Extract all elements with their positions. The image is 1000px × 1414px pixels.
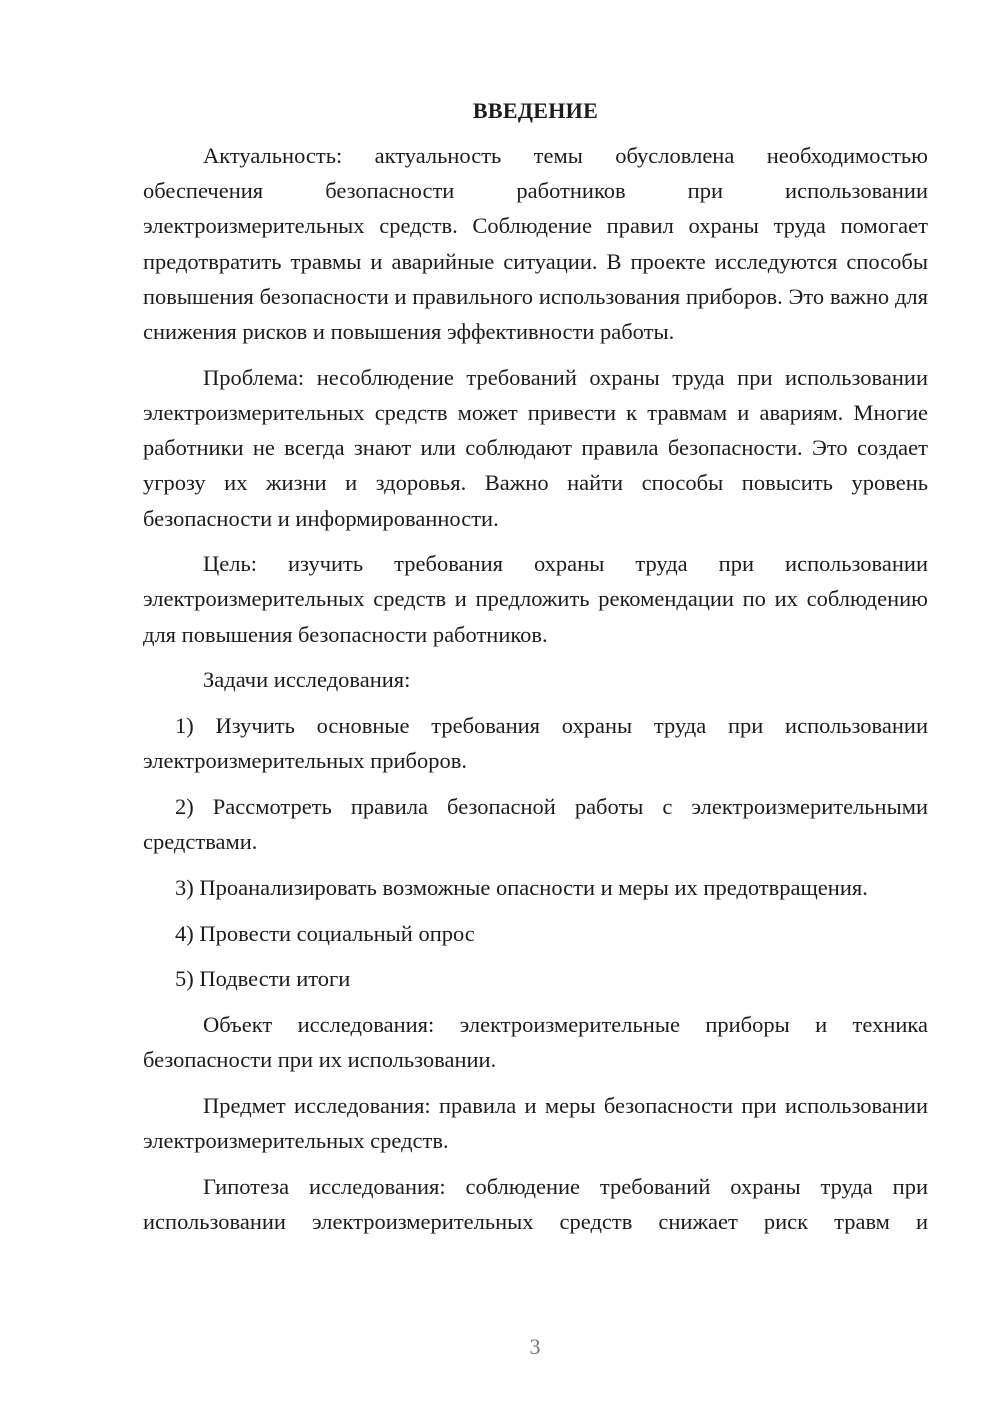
paragraph-problem: Проблема: несоблюдение требований охраны труда при использовании электроизмерительных средств может привести к травмам и авариям. Многие работники не всегда знают или соблюдают правила безопасности. Это создает угрозу их жизни и здоровья. Важно найти способы повысить уровень безопасности и информированности. — [143, 364, 928, 531]
paragraph-hypothesis: Гипотеза исследования: соблюдение требований охраны труда при использовании электроизмерительных средств снижает риск травм и — [143, 1173, 928, 1234]
paragraph-relevance: Актуальность: актуальность темы обусловлена необходимостью обеспечения безопасности работников при использовании электроизмерительных средств. Соблюдение правил охраны труда помогает предотвратить травмы и аварийные ситуации. В проекте исследуются способы повышения безопасности и правильного использования приборов. Это важно для снижения рисков и повышения эффективности работы. — [143, 143, 928, 345]
paragraph-goal: Цель: изучить требования охраны труда при использовании электроизмерительных средств и предложить рекомендации по их соблюдению для повышения безопасности работников. — [143, 551, 928, 647]
document-page — [143, 96, 928, 1250]
paragraph-subject: Предмет исследования: правила и меры безопасности при использовании электроизмерительных средств. — [143, 1092, 928, 1154]
task-item-2: 2) Рассмотреть правила безопасной работы с электроизмерительными средствами. — [143, 793, 928, 855]
task-item-3: 3) Проанализировать возможные опасности и меры их предотвращения. — [175, 874, 868, 900]
paragraph-tasks-heading: Задачи исследования: — [203, 667, 411, 693]
paragraph-object: Объект исследования: электроизмерительные приборы и техника безопасности при их использовании. — [143, 1011, 928, 1073]
task-item-5: 5) Подвести итоги — [175, 966, 351, 992]
task-item-1: 1) Изучить основные требования охраны труда при использовании электроизмерительных приборов. — [143, 713, 928, 774]
section-title: ВВЕДЕНИЕ — [472, 98, 599, 123]
task-item-4: 4) Провести социальный опрос — [175, 920, 475, 946]
page-number: 3 — [529, 1334, 541, 1359]
